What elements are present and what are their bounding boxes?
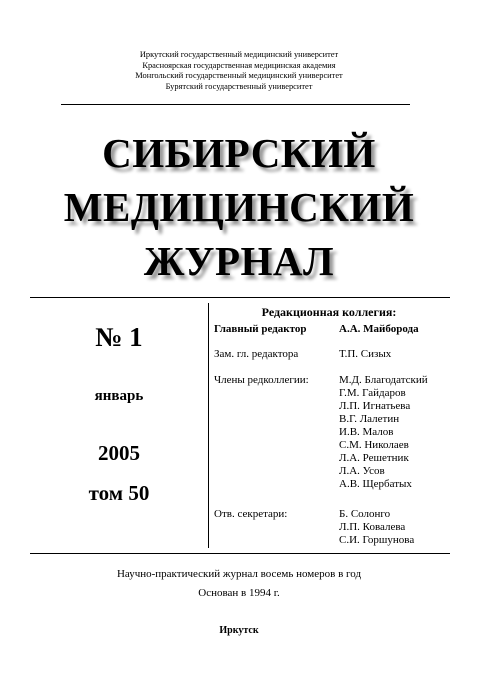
column-divider xyxy=(208,303,209,548)
issue-volume: том 50 xyxy=(88,481,150,505)
top-rule xyxy=(61,104,410,105)
secretaries-label: Отв. секретари: xyxy=(214,508,288,520)
secretaries-list xyxy=(339,508,414,547)
board-member: В.Г. Лалетин xyxy=(339,413,400,425)
board-member: А.В. Щербатых xyxy=(339,478,412,490)
board-member: М.Д. Благодатский xyxy=(339,374,428,386)
board-member: Л.П. Игнатьева xyxy=(339,400,411,412)
issue-year: 2005 xyxy=(98,441,140,465)
board-member: Л.А. Усов xyxy=(339,465,385,477)
issue-month: январь xyxy=(94,388,144,404)
middle-top-rule xyxy=(30,297,450,298)
issue-number: № 1 xyxy=(95,322,143,352)
universities-list xyxy=(0,50,478,92)
university-line: Бурятский государственный университет xyxy=(165,81,313,91)
board-member: Л.А. Решетник xyxy=(339,452,409,464)
chief-editor-label: Главный редактор xyxy=(214,323,307,335)
secretary: Б. Солонго xyxy=(339,508,391,520)
board-member: Г.М. Гайдаров xyxy=(339,387,406,399)
deputy-editor-name: Т.П. Сизых xyxy=(339,348,392,360)
deputy-editor-label: Зам. гл. редактора xyxy=(214,348,299,360)
journal-title-line-3: ЖУРНАЛ xyxy=(143,238,335,284)
board-members-list xyxy=(339,374,428,491)
university-line: Монгольский государственный медицинский университет xyxy=(135,71,343,81)
journal-description: Научно-практический журнал восемь номеров в год xyxy=(116,568,362,580)
journal-title-line-2: МЕДИЦИНСКИЙ xyxy=(63,184,415,230)
founded-year: Основан в 1994 г. xyxy=(198,587,280,599)
university-line: Иркутский государственный медицинский университет xyxy=(139,50,339,59)
secretary: С.И. Горшунова xyxy=(339,534,415,546)
chief-editor-name: А.А. Майборода xyxy=(339,323,419,335)
secretary: Л.П. Ковалева xyxy=(339,521,406,533)
board-member: С.М. Николаев xyxy=(339,439,409,451)
board-heading: Редакционная коллегия: xyxy=(261,305,397,319)
middle-bottom-rule xyxy=(30,553,450,554)
journal-title-line-1: СИБИРСКИЙ xyxy=(102,130,376,176)
publication-city: Иркутск xyxy=(219,625,259,636)
board-member: И.В. Малов xyxy=(339,426,394,438)
university-line: Красноярская государственная медицинская академия xyxy=(142,60,336,70)
board-members-label: Члены редколлегии: xyxy=(214,374,309,386)
